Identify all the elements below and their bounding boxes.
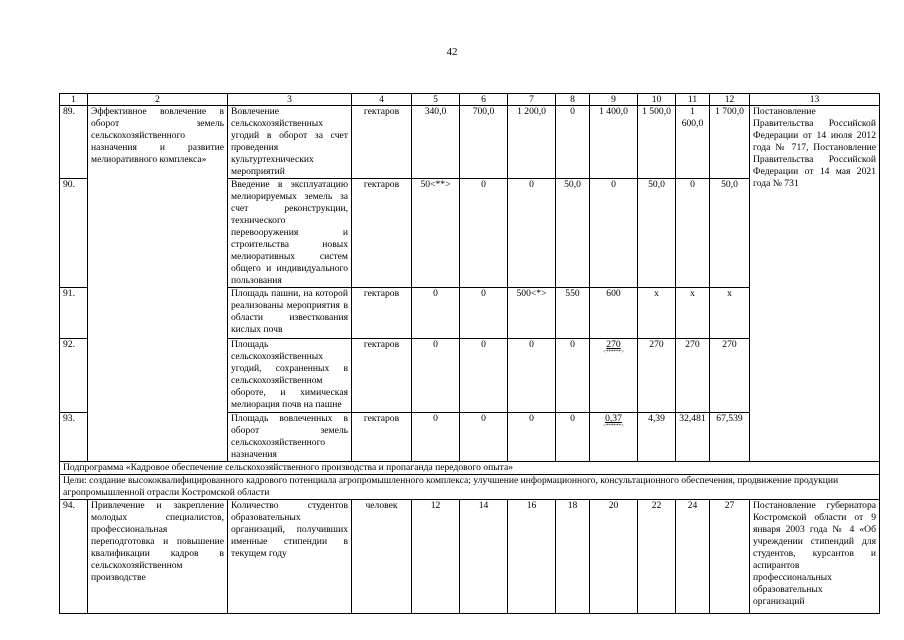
row-number: 91.	[60, 288, 88, 339]
column-header: 6	[460, 94, 508, 106]
footnote-mark: <******>	[603, 424, 624, 429]
value-cell: 340,0	[412, 106, 460, 179]
value-cell: 0	[556, 339, 590, 413]
value-cell: 1 200,0	[508, 106, 556, 179]
value-cell: 1 400,0	[590, 106, 638, 179]
column-header: 5	[412, 94, 460, 106]
value-cell-footnoted	[590, 413, 638, 462]
value-cell: 0	[676, 179, 710, 288]
row-number: 89.	[60, 106, 88, 179]
footnoted-value	[603, 413, 624, 430]
column-header: 11	[676, 94, 710, 106]
value-cell: 27	[710, 500, 750, 614]
value-cell: 0	[412, 339, 460, 413]
column-header: 3	[228, 94, 352, 106]
footnoted-value	[603, 339, 624, 356]
indicator-cell: Площадь сельскохозяйственных угодий, сохраненных в сельскохозяйственном обороте, и химическая мелиорация почв на пашне	[228, 339, 352, 413]
value-cell: 700,0	[460, 106, 508, 179]
page-number: 42	[446, 46, 458, 58]
indicator-cell: Площадь вовлеченных в оборот земель сельскохозяйственного назначения	[228, 413, 352, 462]
value-cell: 0	[460, 288, 508, 339]
indicator-cell: Площадь пашни, на которой реализованы мероприятия в области известкования кислых почв	[228, 288, 352, 339]
value-cell: 1 500,0	[638, 106, 676, 179]
unit-cell: гектаров	[352, 106, 412, 179]
table-row	[60, 106, 880, 179]
column-header: 2	[88, 94, 228, 106]
subprogram-aims: Цели: создание высококвалифицированного кадрового потенциала агропромышленного комплекса; улучшение информационного, консультационного обеспечения, продвижение продукции агропромышленной отрасли Костромской области	[60, 475, 880, 500]
goal-cell: Эффективное вовлечение в оборот земель сельскохозяйственного назначения и развитие мелиоративного комплекса»	[88, 106, 228, 462]
column-header: 12	[710, 94, 750, 106]
value-cell: 0	[460, 339, 508, 413]
value-cell: 500<*>	[508, 288, 556, 339]
column-header: 1	[60, 94, 88, 106]
value-cell: 0	[460, 413, 508, 462]
row-number: 93.	[60, 413, 88, 462]
value-cell: 50,0	[710, 179, 750, 288]
subprogram-row	[60, 462, 880, 475]
column-header: 8	[556, 94, 590, 106]
column-header: 7	[508, 94, 556, 106]
value-cell: 67,539	[710, 413, 750, 462]
unit-cell: гектаров	[352, 288, 412, 339]
value-text: 0,37	[605, 413, 622, 424]
value-cell: 270	[638, 339, 676, 413]
value-cell: 270	[676, 339, 710, 413]
value-cell: х	[676, 288, 710, 339]
column-number-row	[60, 94, 880, 106]
indicators-table	[59, 93, 880, 614]
value-cell: 0	[412, 413, 460, 462]
value-cell: 0	[590, 179, 638, 288]
unit-cell: человек	[352, 500, 412, 614]
row-number: 92.	[60, 339, 88, 413]
value-cell: 0	[508, 339, 556, 413]
value-cell: 4,39	[638, 413, 676, 462]
value-cell: 1 600,0	[676, 106, 710, 179]
unit-cell: гектаров	[352, 339, 412, 413]
indicator-cell: Введение в эксплуатацию мелиорируемых земель за счет реконструкции, технического перевооружения и строительства новых мелиоративных систем общего и индивидуального пользования	[228, 179, 352, 288]
value-cell: 0	[508, 179, 556, 288]
basis-cell: Постановление Правительства Российской Федерации от 14 июля 2012 года № 717, Постановление Правительства Российской Федерации от 14 мая 2021 года № 731	[750, 106, 880, 462]
value-cell: 270	[710, 339, 750, 413]
value-cell: 0	[556, 106, 590, 179]
row-number: 90.	[60, 179, 88, 288]
value-cell: 20	[590, 500, 638, 614]
value-cell: 22	[638, 500, 676, 614]
value-cell: 0	[412, 288, 460, 339]
value-cell: 550	[556, 288, 590, 339]
unit-cell: гектаров	[352, 179, 412, 288]
value-cell: 12	[412, 500, 460, 614]
value-cell: х	[638, 288, 676, 339]
footnote-mark: <******>	[603, 350, 624, 355]
value-text: 270	[606, 339, 621, 350]
value-cell: 50,0	[556, 179, 590, 288]
subprogram-title: Подпрограмма «Кадровое обеспечение сельскохозяйственного производства и пропаганда передового опыта»	[60, 462, 880, 475]
value-cell: 50<**>	[412, 179, 460, 288]
column-header: 13	[750, 94, 880, 106]
aims-row	[60, 475, 880, 500]
value-cell: 600	[590, 288, 638, 339]
value-cell: 0	[508, 413, 556, 462]
table-row	[60, 500, 880, 614]
value-cell: 1 700,0	[710, 106, 750, 179]
value-cell: 0	[556, 413, 590, 462]
column-header: 4	[352, 94, 412, 106]
indicator-cell: Вовлечение сельскохозяйственных угодий в оборот за счет проведения культуртехнических мероприятий	[228, 106, 352, 179]
value-cell: 16	[508, 500, 556, 614]
row-number: 94.	[60, 500, 88, 614]
value-cell: х	[710, 288, 750, 339]
indicator-cell: Количество студентов образовательных организаций, получивших именные стипендии в текущем году	[228, 500, 352, 614]
unit-cell: гектаров	[352, 413, 412, 462]
goal-cell: Привлечение и закрепление молодых специалистов, профессиональная переподготовка и повышение квалификации кадров в сельскохозяйственном производстве	[88, 500, 228, 614]
value-cell: 24	[676, 500, 710, 614]
value-cell: 32,481	[676, 413, 710, 462]
value-cell: 50,0	[638, 179, 676, 288]
value-cell: 18	[556, 500, 590, 614]
column-header: 9	[590, 94, 638, 106]
basis-cell: Постановление губернатора Костромской области от 9 января 2003 года № 4 «Об учреждении стипендий для студентов, курсантов и аспирантов профессиональных образовательных организаций	[750, 500, 880, 614]
value-cell: 14	[460, 500, 508, 614]
value-cell-footnoted	[590, 339, 638, 413]
column-header: 10	[638, 94, 676, 106]
value-cell: 0	[460, 179, 508, 288]
